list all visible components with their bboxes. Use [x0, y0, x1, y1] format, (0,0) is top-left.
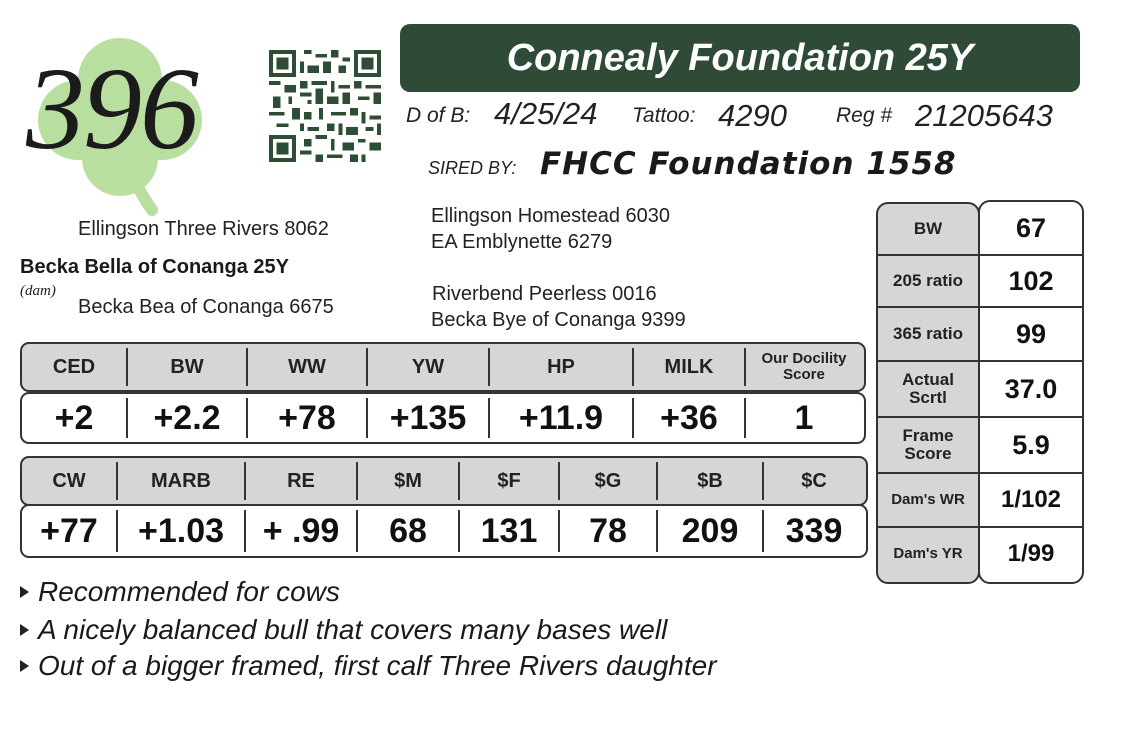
perf-label-bw: BW [913, 219, 943, 239]
epd-header-ww: WW [288, 355, 326, 378]
epd-value-re: + .99 [262, 511, 340, 550]
pedigree-sire-dam: EA Emblynette 6279 [431, 231, 613, 253]
epd-header-row-2 [20, 456, 868, 506]
epd-header-g: $G [594, 469, 622, 492]
epd-header-f: $F [497, 469, 521, 492]
reg-label: Reg # [836, 104, 893, 127]
epd-value-g: 78 [589, 511, 627, 550]
epd-header-b: $B [697, 469, 723, 492]
epd-header-row-1 [20, 342, 866, 392]
performance-values-column [978, 200, 1084, 584]
pedigree-dam-dam-sire: Riverbend Peerless 0016 [432, 283, 657, 305]
epd-header-milk: MILK [664, 355, 714, 378]
epd-value-marb: +1.03 [137, 511, 225, 550]
epd-value-m: 68 [389, 511, 427, 550]
epd-value-cw: +77 [40, 511, 98, 550]
epd-header-cw: CW [52, 469, 86, 492]
lot-number: 396 [26, 43, 197, 174]
epd-value-yw: +135 [389, 398, 467, 437]
perf-value-frame-score: 5.9 [1012, 429, 1050, 460]
perf-label-205-ratio: 205 ratio [893, 271, 963, 291]
sire-name: FHCC Foundation 1558 [540, 146, 957, 182]
epd-value-docility: 1 [794, 398, 814, 437]
bullet-triangle-icon [20, 624, 29, 636]
bullet-triangle-icon [20, 586, 29, 598]
perf-label-dams-yr: Dam's YR [893, 545, 963, 563]
epd-header-m: $M [394, 469, 422, 492]
bull-name: Connealy Foundation 25Y [506, 36, 974, 79]
sire-label: SIRED BY: [428, 158, 517, 178]
epd-value-ced: +2 [54, 398, 94, 437]
epd-header-bw: BW [170, 355, 204, 378]
bullet-triangle-icon [20, 660, 29, 672]
perf-value-bw: 67 [1015, 212, 1047, 243]
perf-value-205-ratio: 102 [1008, 265, 1054, 296]
note-item [20, 650, 717, 682]
epd-header-ced: CED [52, 355, 96, 378]
dob-label: D of B: [406, 104, 471, 127]
epd-value-milk: +36 [660, 398, 718, 437]
note-text: Out of a bigger framed, first calf Three Rivers daughter [38, 650, 717, 681]
note-text: A nicely balanced bull that covers many bases well [38, 614, 668, 645]
perf-label-365-ratio: 365 ratio [893, 324, 963, 344]
note-item [20, 576, 340, 608]
dam-label: (dam) [20, 283, 56, 299]
perf-label-actual-scrtl: Actual Scrtl [902, 370, 954, 407]
epd-header-hp: HP [547, 355, 575, 378]
pedigree-dam-dam: Becka Bea of Conanga 6675 [78, 296, 334, 318]
pedigree-dam: Becka Bella of Conanga 25Y [20, 256, 289, 278]
pedigree-sire-sire: Ellingson Homestead 6030 [431, 205, 671, 227]
epd-header-yw: YW [411, 355, 445, 378]
epd-header-re: RE [287, 469, 315, 492]
perf-value-dams-wr: 1/102 [1000, 486, 1062, 513]
dob-value: 4/25/24 [494, 96, 598, 131]
tattoo-label: Tattoo: [632, 104, 696, 127]
note-text: Recommended for cows [38, 576, 340, 607]
tattoo-value: 4290 [718, 98, 787, 133]
pedigree-dam-sire: Ellingson Three Rivers 8062 [78, 218, 329, 240]
reg-value: 21205643 [915, 98, 1053, 133]
pedigree-dam-dam-dam: Becka Bye of Conanga 9399 [431, 309, 686, 331]
epd-value-row-1 [20, 392, 866, 444]
perf-label-dams-wr: Dam's WR [891, 491, 965, 509]
epd-value-c: 339 [785, 511, 843, 550]
epd-value-ww: +78 [278, 398, 336, 437]
qr-code-icon[interactable] [268, 50, 382, 162]
note-item [20, 614, 667, 646]
epd-header-marb: MARB [151, 469, 211, 492]
epd-value-bw: +2.2 [153, 398, 221, 437]
perf-value-dams-yr: 1/99 [1007, 540, 1055, 567]
perf-label-frame-score: Frame Score [902, 426, 954, 463]
epd-value-hp: +11.9 [518, 398, 604, 437]
epd-header-docility: Our Docility Score [761, 350, 847, 383]
epd-value-b: 209 [681, 511, 739, 550]
bull-name-banner [400, 24, 1080, 92]
perf-value-actual-scrtl: 37.0 [1004, 373, 1058, 404]
epd-header-c: $C [801, 469, 827, 492]
perf-value-365-ratio: 99 [1015, 318, 1047, 349]
performance-labels-column [876, 202, 980, 584]
epd-value-row-2 [20, 504, 868, 558]
epd-value-f: 131 [480, 511, 538, 550]
